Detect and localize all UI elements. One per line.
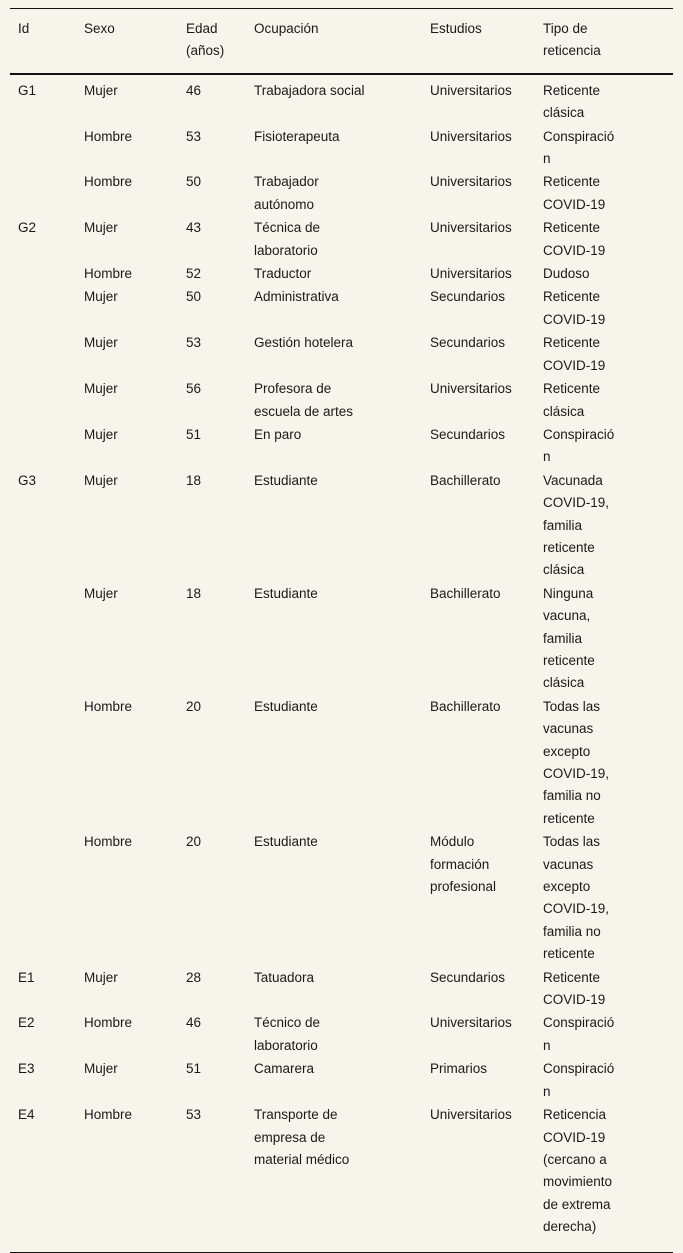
- cell-sexo: [76, 170, 178, 216]
- cell-estudios: [422, 377, 535, 423]
- cell-id-text: E3: [18, 1061, 35, 1077]
- cell-sexo: [76, 582, 178, 695]
- cell-sexo: [76, 216, 178, 262]
- table-row: [10, 125, 673, 171]
- bottom-rule: [10, 1252, 673, 1253]
- cell-edad: [178, 582, 246, 695]
- cell-id: [10, 1057, 76, 1103]
- cell-estudios: [422, 695, 535, 830]
- cell-id: [10, 830, 76, 965]
- cell-edad: [178, 170, 246, 216]
- cell-sexo-text: Hombre: [84, 698, 133, 714]
- cell-estudios: [422, 423, 535, 469]
- cell-tipo: [535, 830, 673, 965]
- cell-tipo-text: Reticente COVID-19: [543, 335, 606, 373]
- cell-sexo-text: Hombre: [84, 1015, 133, 1031]
- participants-table: [10, 8, 673, 1253]
- cell-sexo: [76, 262, 178, 285]
- table-head: [10, 9, 673, 74]
- cell-tipo-text: Todas las vacunas excepto COVID-19, familia no reticente: [543, 834, 610, 962]
- cell-sexo-text: Mujer: [84, 220, 118, 236]
- cell-id: [10, 377, 76, 423]
- column-header-estudios: [422, 9, 535, 74]
- cell-sexo: [76, 1103, 178, 1252]
- cell-ocupacion-text: Traductor: [254, 266, 312, 282]
- cell-tipo-text: Reticente clásica: [543, 82, 601, 121]
- cell-estudios-text: Universitarios: [430, 128, 512, 144]
- cell-estudios-text: Secundarios: [430, 969, 506, 985]
- cell-edad: [178, 216, 246, 262]
- cell-sexo: [76, 331, 178, 377]
- table-row: [10, 285, 673, 331]
- cell-tipo-text: Conspiración: [543, 1061, 615, 1099]
- cell-tipo-text: Reticencia COVID-19 (cercano a movimiento de extrema derecha): [543, 1107, 613, 1235]
- cell-ocupacion-text: Técnica de laboratorio: [254, 220, 321, 258]
- column-header-ocupacion: [246, 9, 422, 74]
- cell-estudios-text: Universitarios: [430, 1107, 512, 1123]
- table-row: [10, 1011, 673, 1057]
- cell-tipo-text: Dudoso: [543, 266, 590, 282]
- cell-tipo: [535, 423, 673, 469]
- cell-sexo-text: Mujer: [84, 585, 118, 601]
- table-row: [10, 1103, 673, 1252]
- cell-ocupacion-text: Estudiante: [254, 834, 318, 850]
- cell-estudios: [422, 125, 535, 171]
- cell-estudios: [422, 966, 535, 1012]
- cell-id: [10, 125, 76, 171]
- table-row: [10, 423, 673, 469]
- cell-edad-text: 51: [186, 426, 202, 442]
- cell-tipo-text: Reticente COVID-19: [543, 289, 606, 327]
- cell-edad-text: 52: [186, 266, 202, 282]
- cell-edad-text: 51: [186, 1061, 202, 1077]
- table-row: [10, 695, 673, 830]
- cell-estudios: [422, 74, 535, 125]
- cell-estudios-text: Bachillerato: [430, 698, 501, 714]
- cell-tipo: [535, 216, 673, 262]
- column-header-ocupacion-label: Ocupación: [254, 21, 319, 36]
- cell-estudios: [422, 216, 535, 262]
- cell-sexo: [76, 966, 178, 1012]
- cell-tipo-text: Vacunada COVID-19, familia reticente clásica: [543, 472, 610, 578]
- cell-estudios-text: Universitarios: [430, 174, 512, 190]
- cell-edad-text: 53: [186, 1107, 202, 1123]
- cell-sexo: [76, 377, 178, 423]
- cell-edad: [178, 830, 246, 965]
- cell-estudios-text: Módulo formación profesional: [430, 834, 497, 895]
- cell-edad: [178, 695, 246, 830]
- cell-tipo-text: Conspiración: [543, 128, 615, 167]
- cell-tipo: [535, 377, 673, 423]
- cell-id: [10, 469, 76, 582]
- cell-estudios-text: Bachillerato: [430, 472, 501, 488]
- cell-tipo: [535, 582, 673, 695]
- column-header-edad-label: Edad: [186, 21, 218, 36]
- column-header-edad-unit: (años): [186, 43, 225, 59]
- column-header-estudios-label: Estudios: [430, 21, 482, 36]
- column-header-edad: [178, 9, 246, 74]
- cell-tipo: [535, 1103, 673, 1252]
- cell-ocupacion-text: Estudiante: [254, 585, 318, 601]
- cell-ocupacion-text: Trabajadora social: [254, 82, 365, 98]
- table-row: [10, 331, 673, 377]
- bottom-rule-row: [10, 1252, 673, 1253]
- cell-ocupacion: [246, 1057, 422, 1103]
- cell-edad-text: 20: [186, 834, 202, 850]
- cell-edad: [178, 469, 246, 582]
- cell-estudios-text: Universitarios: [430, 220, 512, 236]
- cell-tipo: [535, 966, 673, 1012]
- cell-tipo: [535, 1057, 673, 1103]
- cell-tipo: [535, 285, 673, 331]
- cell-sexo-text: Hombre: [84, 174, 133, 190]
- cell-estudios: [422, 1057, 535, 1103]
- cell-edad: [178, 285, 246, 331]
- cell-estudios: [422, 1011, 535, 1057]
- cell-edad: [178, 74, 246, 125]
- cell-id: [10, 216, 76, 262]
- cell-ocupacion: [246, 1011, 422, 1057]
- column-header-id: [10, 9, 76, 74]
- cell-tipo: [535, 1011, 673, 1057]
- cell-estudios: [422, 1103, 535, 1252]
- cell-sexo-text: Hombre: [84, 834, 133, 850]
- cell-sexo-text: Hombre: [84, 128, 133, 144]
- cell-edad-text: 46: [186, 1015, 202, 1031]
- cell-ocupacion: [246, 966, 422, 1012]
- table-foot: [10, 1252, 673, 1253]
- cell-tipo-text: Conspiración: [543, 1015, 615, 1053]
- cell-id-text: E4: [18, 1107, 35, 1123]
- cell-tipo-text: Conspiración: [543, 426, 615, 465]
- cell-ocupacion-text: Trabajador autónomo: [254, 174, 319, 212]
- cell-tipo: [535, 262, 673, 285]
- cell-id: [10, 966, 76, 1012]
- cell-edad: [178, 966, 246, 1012]
- cell-id: [10, 262, 76, 285]
- cell-ocupacion-text: Técnico de laboratorio: [254, 1015, 321, 1053]
- cell-edad: [178, 1011, 246, 1057]
- cell-edad-text: 50: [186, 174, 202, 190]
- column-header-id-label: Id: [18, 21, 30, 36]
- column-header-sexo: [76, 9, 178, 74]
- cell-sexo-text: Mujer: [84, 426, 118, 442]
- cell-ocupacion-text: Tatuadora: [254, 969, 315, 985]
- cell-ocupacion-text: Camarera: [254, 1061, 315, 1077]
- cell-estudios-text: Bachillerato: [430, 585, 501, 601]
- cell-edad-text: 20: [186, 698, 202, 714]
- cell-edad: [178, 377, 246, 423]
- cell-sexo: [76, 1011, 178, 1057]
- column-header-tipo-line2: reticencia: [543, 43, 601, 59]
- cell-estudios: [422, 582, 535, 695]
- cell-estudios: [422, 331, 535, 377]
- cell-sexo: [76, 423, 178, 469]
- cell-sexo-text: Hombre: [84, 266, 133, 282]
- cell-sexo-text: Hombre: [84, 1107, 133, 1123]
- cell-sexo: [76, 125, 178, 171]
- table-row: [10, 469, 673, 582]
- cell-ocupacion: [246, 695, 422, 830]
- cell-sexo: [76, 74, 178, 125]
- cell-sexo: [76, 469, 178, 582]
- cell-estudios-text: Universitarios: [430, 266, 512, 282]
- cell-edad: [178, 1103, 246, 1252]
- table-row: [10, 216, 673, 262]
- cell-tipo-text: Todas las vacunas excepto COVID-19, familia no reticente: [543, 698, 610, 826]
- cell-tipo: [535, 695, 673, 830]
- cell-ocupacion-text: En paro: [254, 426, 302, 442]
- column-header-sexo-label: Sexo: [84, 21, 115, 36]
- cell-edad-text: 43: [186, 220, 202, 236]
- cell-estudios: [422, 170, 535, 216]
- cell-id: [10, 423, 76, 469]
- cell-ocupacion-text: Administrativa: [254, 289, 339, 305]
- cell-sexo-text: Mujer: [84, 82, 118, 98]
- cell-id: [10, 170, 76, 216]
- cell-ocupacion-text: Estudiante: [254, 698, 318, 714]
- table-body: [10, 74, 673, 1252]
- table-row: [10, 582, 673, 695]
- cell-estudios: [422, 830, 535, 965]
- cell-id: [10, 582, 76, 695]
- cell-tipo-text: Reticente clásica: [543, 381, 601, 419]
- table-container: [10, 8, 673, 1253]
- table-row: [10, 170, 673, 216]
- cell-estudios-text: Primarios: [430, 1061, 488, 1077]
- cell-edad-text: 46: [186, 82, 202, 98]
- cell-ocupacion: [246, 423, 422, 469]
- cell-ocupacion: [246, 285, 422, 331]
- cell-edad: [178, 423, 246, 469]
- cell-tipo-text: Reticente COVID-19: [543, 220, 606, 258]
- cell-sexo-text: Mujer: [84, 969, 118, 985]
- cell-edad-text: 28: [186, 969, 202, 985]
- cell-ocupacion: [246, 74, 422, 125]
- cell-tipo: [535, 170, 673, 216]
- cell-id-text: G1: [18, 82, 37, 98]
- cell-id: [10, 285, 76, 331]
- cell-estudios-text: Universitarios: [430, 381, 512, 397]
- cell-estudios-text: Universitarios: [430, 1015, 512, 1031]
- cell-edad-text: 56: [186, 381, 202, 397]
- cell-estudios-text: Secundarios: [430, 289, 506, 305]
- cell-id-text: E2: [18, 1015, 35, 1031]
- cell-sexo: [76, 695, 178, 830]
- table-row: [10, 74, 673, 125]
- cell-sexo: [76, 1057, 178, 1103]
- cell-sexo: [76, 285, 178, 331]
- cell-ocupacion-text: Profesora de escuela de artes: [254, 381, 354, 419]
- cell-sexo-text: Mujer: [84, 1061, 118, 1077]
- cell-id-text: G2: [18, 220, 37, 236]
- cell-edad-text: 53: [186, 335, 202, 351]
- cell-tipo: [535, 469, 673, 582]
- table-row: [10, 830, 673, 965]
- cell-ocupacion: [246, 262, 422, 285]
- cell-sexo-text: Mujer: [84, 472, 118, 488]
- cell-id: [10, 1103, 76, 1252]
- cell-id-text: E1: [18, 969, 35, 985]
- cell-ocupacion: [246, 125, 422, 171]
- cell-estudios: [422, 262, 535, 285]
- cell-estudios-text: Secundarios: [430, 335, 506, 351]
- cell-ocupacion-text: Fisioterapeuta: [254, 128, 340, 144]
- cell-tipo: [535, 74, 673, 125]
- cell-edad-text: 18: [186, 585, 202, 601]
- cell-ocupacion: [246, 216, 422, 262]
- cell-tipo: [535, 331, 673, 377]
- cell-id: [10, 331, 76, 377]
- cell-edad-text: 18: [186, 472, 202, 488]
- cell-ocupacion-text: Gestión hotelera: [254, 335, 354, 351]
- cell-ocupacion-text: Estudiante: [254, 472, 318, 488]
- cell-sexo-text: Mujer: [84, 335, 118, 351]
- table-row: [10, 377, 673, 423]
- cell-estudios: [422, 469, 535, 582]
- cell-estudios-text: Secundarios: [430, 426, 506, 442]
- cell-ocupacion: [246, 830, 422, 965]
- cell-edad-text: 53: [186, 128, 202, 144]
- table-row: [10, 262, 673, 285]
- cell-edad: [178, 331, 246, 377]
- cell-ocupacion-text: Transporte de empresa de material médico: [254, 1107, 350, 1167]
- cell-edad-text: 50: [186, 289, 202, 305]
- table-header-row: [10, 9, 673, 74]
- cell-ocupacion: [246, 377, 422, 423]
- table-row: [10, 1057, 673, 1103]
- cell-sexo-text: Mujer: [84, 289, 118, 305]
- column-header-tipo-reticencia: [535, 9, 673, 74]
- cell-id-text: G3: [18, 472, 37, 488]
- cell-tipo-text: Ninguna vacuna, familia reticente clásica: [543, 585, 595, 691]
- cell-ocupacion: [246, 469, 422, 582]
- cell-ocupacion: [246, 170, 422, 216]
- cell-id: [10, 74, 76, 125]
- cell-ocupacion: [246, 331, 422, 377]
- cell-edad: [178, 1057, 246, 1103]
- cell-estudios-text: Universitarios: [430, 82, 512, 98]
- cell-tipo: [535, 125, 673, 171]
- cell-edad: [178, 125, 246, 171]
- cell-sexo-text: Mujer: [84, 381, 118, 397]
- cell-tipo-text: Reticente COVID-19: [543, 969, 606, 1008]
- cell-ocupacion: [246, 1103, 422, 1252]
- cell-sexo: [76, 830, 178, 965]
- cell-ocupacion: [246, 582, 422, 695]
- cell-id: [10, 695, 76, 830]
- column-header-tipo-line1: Tipo de: [543, 21, 588, 36]
- cell-tipo-text: Reticente COVID-19: [543, 174, 606, 212]
- cell-edad: [178, 262, 246, 285]
- table-row: [10, 966, 673, 1012]
- cell-id: [10, 1011, 76, 1057]
- cell-estudios: [422, 285, 535, 331]
